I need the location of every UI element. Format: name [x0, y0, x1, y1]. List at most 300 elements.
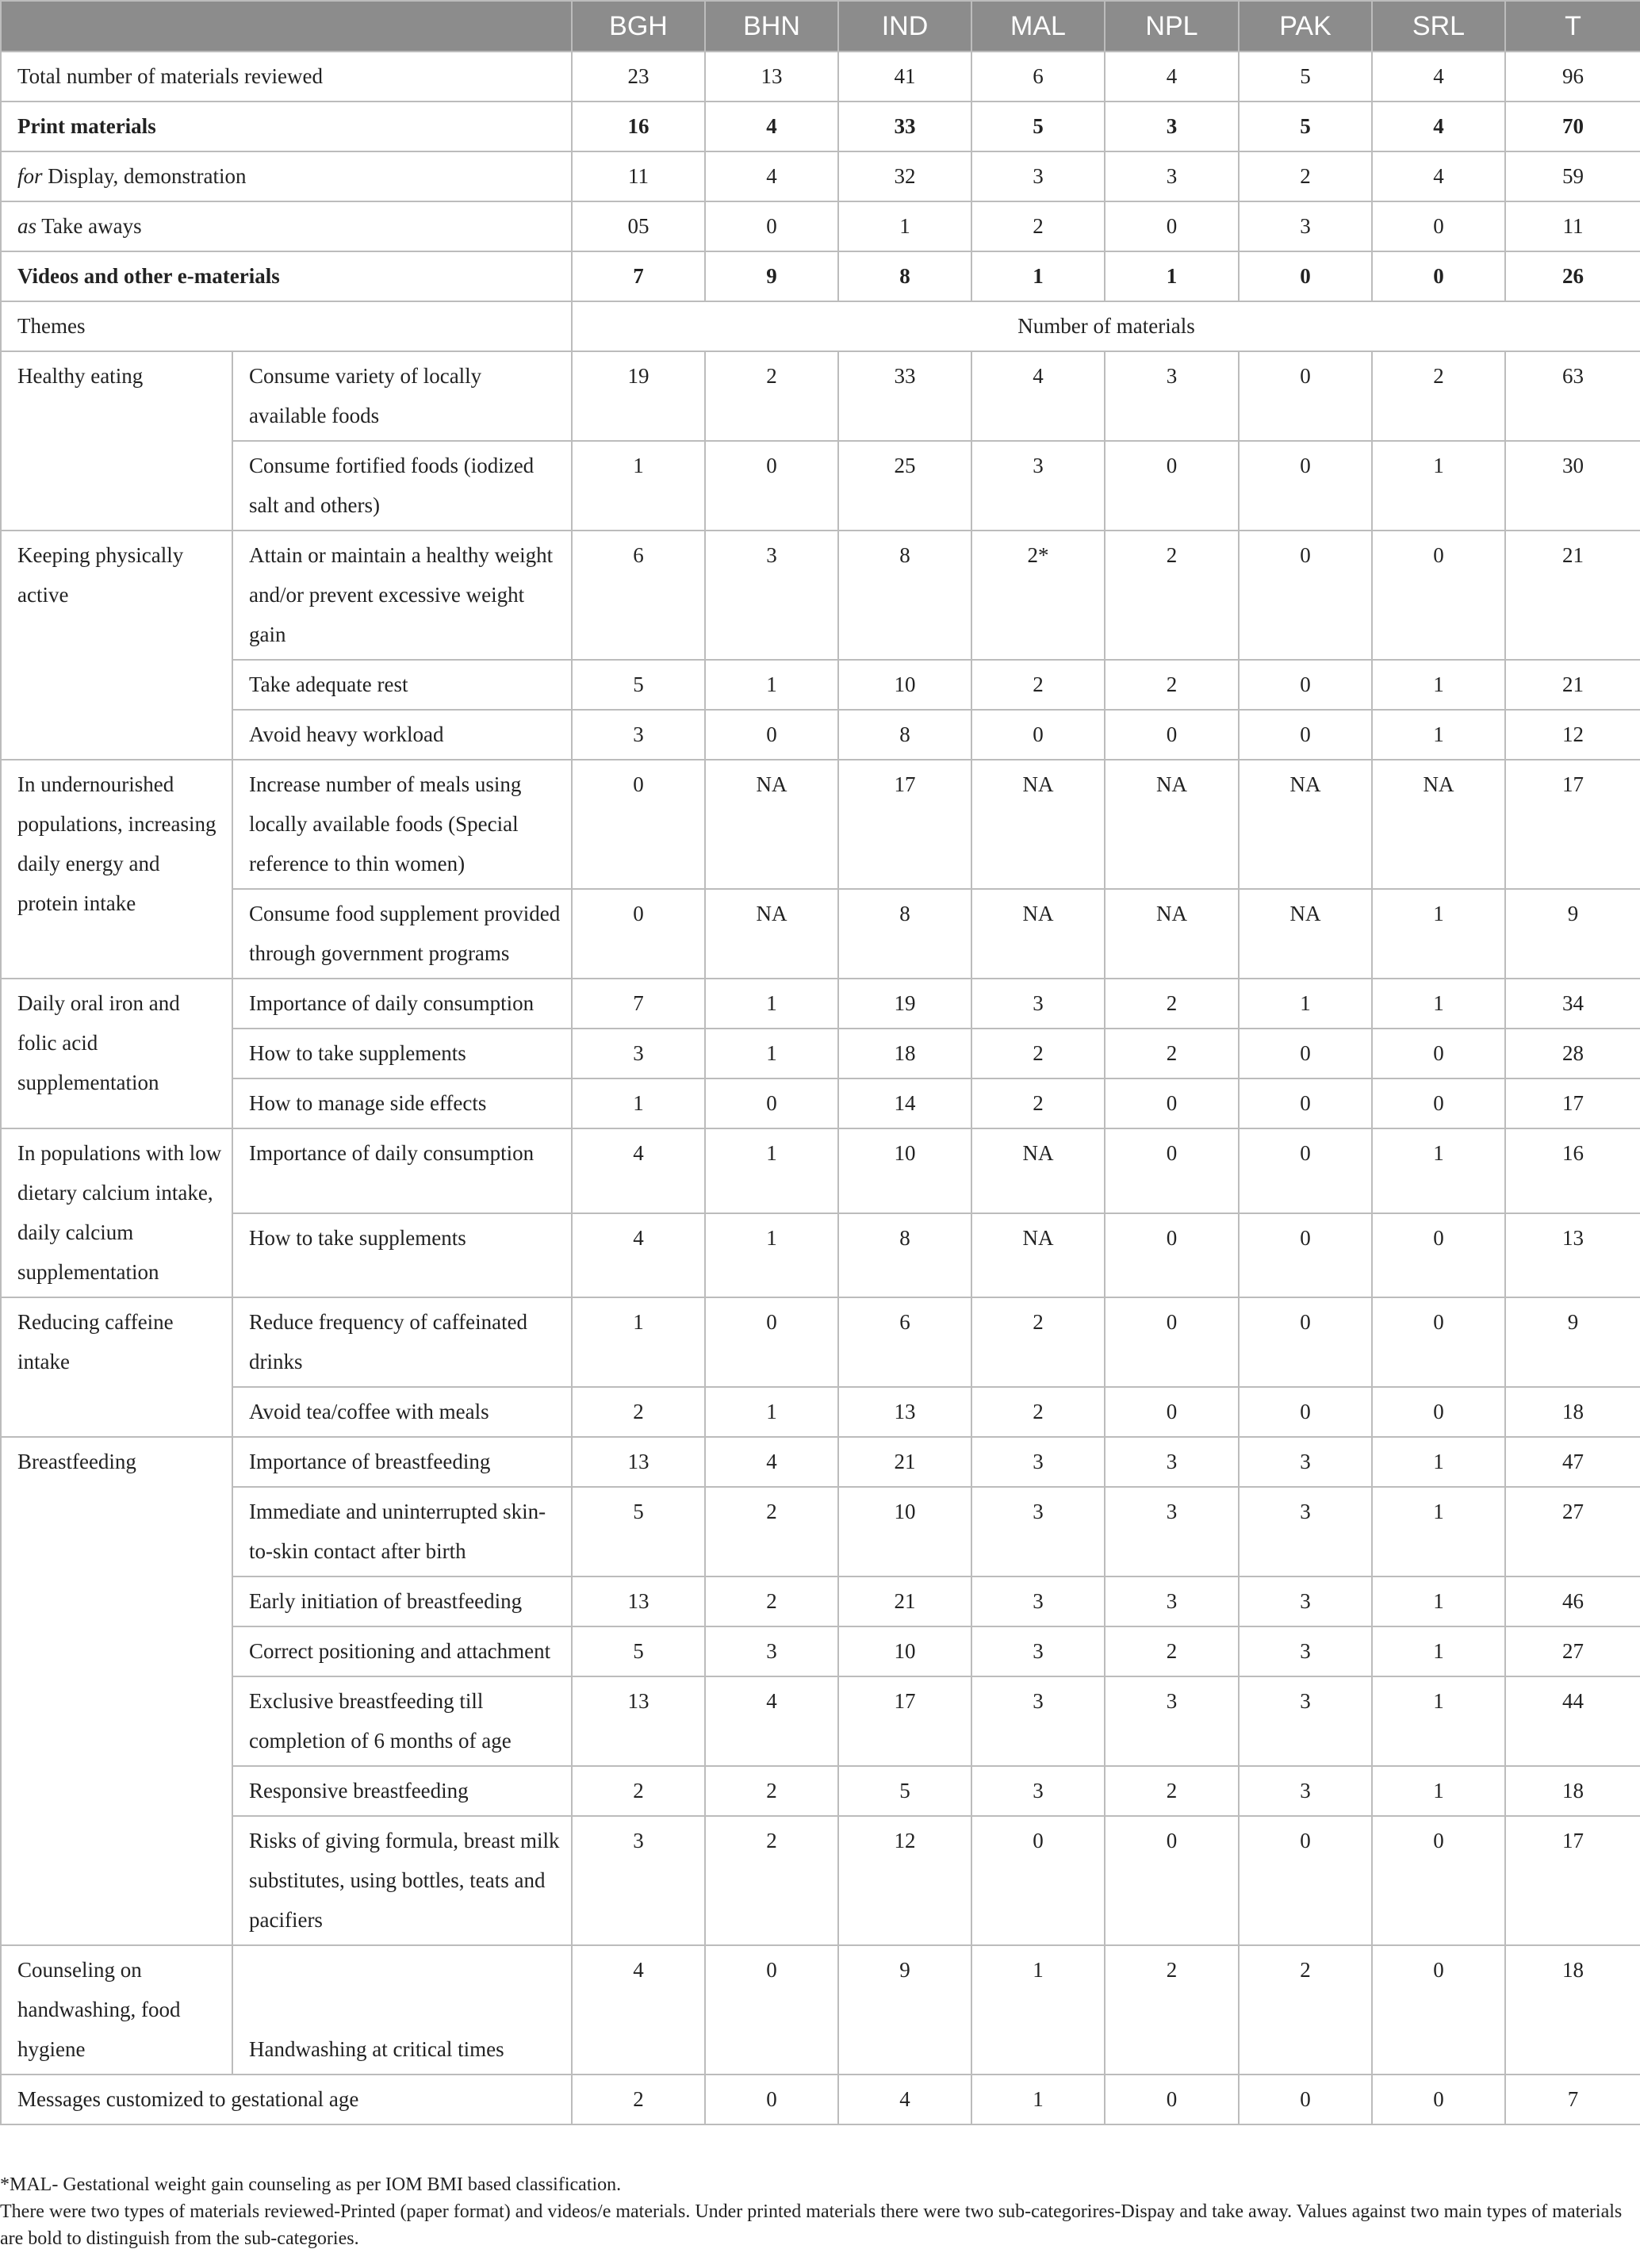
value-cell-mal: 3 [971, 1766, 1105, 1816]
theme-row [1, 1816, 1640, 1945]
value-cell-srl: 1 [1372, 1437, 1505, 1487]
value-cell-t: 30 [1505, 441, 1640, 531]
value-cell-mal: 2 [971, 1029, 1105, 1078]
value-cell-npl: 0 [1105, 1387, 1239, 1437]
value-cell-t: 9 [1505, 889, 1640, 979]
value-cell-pak: 3 [1239, 1576, 1372, 1626]
value-cell-bhn: 0 [705, 710, 838, 760]
value-cell-t: 63 [1505, 351, 1640, 441]
value-cell-bgh: 19 [572, 351, 705, 441]
theme-label: Healthy eating [1, 351, 232, 531]
value-cell-ind: 1 [838, 201, 971, 251]
message-label: Importance of daily consumption [232, 979, 572, 1029]
value-cell-mal: 3 [971, 151, 1105, 201]
value-cell-pak: 3 [1239, 1626, 1372, 1676]
value-cell-bgh: 4 [572, 1213, 705, 1298]
value-cell-srl: 1 [1372, 979, 1505, 1029]
value-cell-srl: 1 [1372, 1128, 1505, 1213]
message-label: Avoid heavy workload [232, 710, 572, 760]
value-cell-t: 13 [1505, 1213, 1640, 1298]
value-cell-pak: 0 [1239, 1029, 1372, 1078]
theme-row [1, 1437, 1640, 1487]
theme-row [1, 1945, 1640, 2075]
value-cell-pak: NA [1239, 889, 1372, 979]
value-cell-ind: 18 [838, 1029, 971, 1078]
value-cell-bgh: 1 [572, 1297, 705, 1387]
value-cell-ind: 33 [838, 102, 971, 151]
value-cell-bhn: 4 [705, 151, 838, 201]
value-cell-npl: 3 [1105, 1437, 1239, 1487]
value-cell-npl: 4 [1105, 52, 1239, 102]
value-cell-mal: 0 [971, 1816, 1105, 1945]
value-cell-srl: 1 [1372, 1626, 1505, 1676]
value-cell-pak: 3 [1239, 201, 1372, 251]
value-cell-srl: 0 [1372, 2075, 1505, 2124]
value-cell-t: 34 [1505, 979, 1640, 1029]
value-cell-bgh: 7 [572, 251, 705, 301]
value-cell-ind: 32 [838, 151, 971, 201]
value-cell-bhn: 0 [705, 1945, 838, 2075]
theme-row [1, 710, 1640, 760]
value-cell-t: 12 [1505, 710, 1640, 760]
value-cell-bhn: 3 [705, 531, 838, 660]
message-label: Avoid tea/coffee with meals [232, 1387, 572, 1437]
value-cell-npl: 1 [1105, 251, 1239, 301]
theme-row [1, 1213, 1640, 1298]
column-header-pak: PAK [1239, 1, 1372, 52]
value-cell-t: 26 [1505, 251, 1640, 301]
theme-row [1, 1128, 1640, 1213]
value-cell-mal: 2 [971, 660, 1105, 710]
row-label-prefix: as [17, 214, 37, 238]
themes-row [1, 301, 1640, 351]
message-label: Importance of breastfeeding [232, 1437, 572, 1487]
value-cell-ind: 33 [838, 351, 971, 441]
value-cell-mal: 3 [971, 979, 1105, 1029]
value-cell-t: 27 [1505, 1487, 1640, 1576]
summary-row [1, 52, 1640, 102]
value-cell-srl: 1 [1372, 1576, 1505, 1626]
value-cell-mal: 2 [971, 1078, 1105, 1128]
themes-label: Themes [1, 301, 572, 351]
theme-label: In undernourished populations, increasing daily energy and protein intake [1, 760, 232, 979]
message-label: Correct positioning and attachment [232, 1626, 572, 1676]
value-cell-mal: 3 [971, 1626, 1105, 1676]
value-cell-t: 96 [1505, 52, 1640, 102]
value-cell-bgh: 3 [572, 710, 705, 760]
value-cell-mal: 3 [971, 1576, 1105, 1626]
value-cell-bgh: 0 [572, 889, 705, 979]
value-cell-ind: 12 [838, 1816, 971, 1945]
value-cell-t: 21 [1505, 531, 1640, 660]
value-cell-mal: 2* [971, 531, 1105, 660]
value-cell-srl: 4 [1372, 151, 1505, 201]
value-cell-bhn: 9 [705, 251, 838, 301]
value-cell-bgh: 3 [572, 1816, 705, 1945]
value-cell-mal: 2 [971, 1297, 1105, 1387]
value-cell-srl: 0 [1372, 1078, 1505, 1128]
value-cell-bhn: 3 [705, 1626, 838, 1676]
value-cell-pak: 5 [1239, 52, 1372, 102]
footnote-material-types: There were two types of materials reviewed-Printed (paper format) and videos/e materials. Under printed materials there were two sub-categorires-Dispay and take away. Values against two main types of materials are bold to distinguish from the sub-categories. [0, 2201, 1623, 2249]
value-cell-pak: NA [1239, 760, 1372, 889]
summary-row [1, 251, 1640, 301]
theme-label: Reducing caffeine intake [1, 1297, 232, 1437]
value-cell-t: 18 [1505, 1387, 1640, 1437]
value-cell-ind: 8 [838, 531, 971, 660]
value-cell-ind: 21 [838, 1576, 971, 1626]
message-label: Consume variety of locally available foods [232, 351, 572, 441]
footnote-mal: *MAL- Gestational weight gain counseling as per IOM BMI based classification. [0, 2174, 622, 2195]
value-cell-npl: 0 [1105, 1213, 1239, 1298]
value-cell-srl: 1 [1372, 1676, 1505, 1766]
summary-row [1, 102, 1640, 151]
value-cell-srl: 0 [1372, 1213, 1505, 1298]
value-cell-t: 47 [1505, 1437, 1640, 1487]
message-label: Risks of giving formula, breast milk substitutes, using bottles, teats and pacifiers [232, 1816, 572, 1945]
value-cell-ind: 14 [838, 1078, 971, 1128]
row-label [1, 151, 572, 201]
value-cell-ind: 21 [838, 1437, 971, 1487]
value-cell-npl: 2 [1105, 1945, 1239, 2075]
value-cell-npl: 2 [1105, 1766, 1239, 1816]
value-cell-bhn: 0 [705, 201, 838, 251]
value-cell-bgh: 2 [572, 1387, 705, 1437]
value-cell-npl: 0 [1105, 201, 1239, 251]
value-cell-t: 46 [1505, 1576, 1640, 1626]
theme-row [1, 889, 1640, 979]
value-cell-bgh: 6 [572, 531, 705, 660]
value-cell-ind: 17 [838, 1676, 971, 1766]
value-cell-bhn: 1 [705, 1213, 838, 1298]
value-cell-ind: 5 [838, 1766, 971, 1816]
value-cell-npl: 3 [1105, 1487, 1239, 1576]
value-cell-srl: 1 [1372, 441, 1505, 531]
value-cell-bhn: 1 [705, 1029, 838, 1078]
value-cell-srl: 4 [1372, 52, 1505, 102]
value-cell-ind: 8 [838, 1213, 971, 1298]
value-cell-npl: 0 [1105, 1816, 1239, 1945]
value-cell-t: 28 [1505, 1029, 1640, 1078]
value-cell-bhn: 1 [705, 660, 838, 710]
value-cell-srl: 0 [1372, 1816, 1505, 1945]
value-cell-t: 11 [1505, 201, 1640, 251]
value-cell-t: 7 [1505, 2075, 1640, 2124]
value-cell-srl: 0 [1372, 201, 1505, 251]
value-cell-bgh: 1 [572, 441, 705, 531]
theme-row [1, 1029, 1640, 1078]
value-cell-srl: 4 [1372, 102, 1505, 151]
summary-row [1, 201, 1640, 251]
value-cell-t: 9 [1505, 1297, 1640, 1387]
value-cell-mal: 3 [971, 1676, 1105, 1766]
value-cell-t: 16 [1505, 1128, 1640, 1213]
value-cell-ind: 9 [838, 1945, 971, 2075]
value-cell-mal: 1 [971, 1945, 1105, 2075]
value-cell-mal: NA [971, 760, 1105, 889]
message-label: How to take supplements [232, 1213, 572, 1298]
value-cell-npl: 2 [1105, 1626, 1239, 1676]
value-cell-bhn: 13 [705, 52, 838, 102]
theme-row [1, 1487, 1640, 1576]
value-cell-ind: 6 [838, 1297, 971, 1387]
value-cell-bgh: 13 [572, 1576, 705, 1626]
value-cell-pak: 0 [1239, 251, 1372, 301]
value-cell-pak: 0 [1239, 1078, 1372, 1128]
message-label: Importance of daily consumption [232, 1128, 572, 1213]
column-header-mal: MAL [971, 1, 1105, 52]
number-of-materials-label: Number of materials [572, 301, 1640, 351]
row-label [1, 52, 572, 102]
value-cell-bhn: 2 [705, 1487, 838, 1576]
value-cell-pak: 0 [1239, 531, 1372, 660]
value-cell-npl: 2 [1105, 979, 1239, 1029]
message-label: Consume fortified foods (iodized salt and others) [232, 441, 572, 531]
message-label: Take adequate rest [232, 660, 572, 710]
value-cell-bhn: 0 [705, 1297, 838, 1387]
value-cell-srl: 0 [1372, 1387, 1505, 1437]
value-cell-srl: 1 [1372, 1487, 1505, 1576]
column-header-bgh: BGH [572, 1, 705, 52]
value-cell-pak: 1 [1239, 979, 1372, 1029]
value-cell-mal: 5 [971, 102, 1105, 151]
value-cell-ind: 25 [838, 441, 971, 531]
value-cell-bgh: 2 [572, 2075, 705, 2124]
value-cell-ind: 10 [838, 660, 971, 710]
row-label [1, 102, 572, 151]
value-cell-npl: 3 [1105, 351, 1239, 441]
value-cell-t: 70 [1505, 102, 1640, 151]
value-cell-bgh: 1 [572, 1078, 705, 1128]
value-cell-ind: 13 [838, 1387, 971, 1437]
table-footnotes [0, 2171, 1640, 2252]
value-cell-bhn: 4 [705, 1437, 838, 1487]
theme-row [1, 1297, 1640, 1387]
value-cell-t: 18 [1505, 1766, 1640, 1816]
row-label-text: Videos and other e-materials [17, 264, 280, 288]
value-cell-npl: 0 [1105, 710, 1239, 760]
theme-row [1, 1676, 1640, 1766]
value-cell-mal: NA [971, 889, 1105, 979]
value-cell-bhn: 1 [705, 979, 838, 1029]
value-cell-pak: 0 [1239, 441, 1372, 531]
column-header-npl: NPL [1105, 1, 1239, 52]
value-cell-npl: 3 [1105, 151, 1239, 201]
value-cell-srl: 0 [1372, 1945, 1505, 2075]
theme-label: Daily oral iron and folic acid supplementation [1, 979, 232, 1128]
value-cell-ind: 4 [838, 2075, 971, 2124]
value-cell-bgh: 11 [572, 151, 705, 201]
value-cell-bgh: 5 [572, 1487, 705, 1576]
value-cell-npl: 0 [1105, 1078, 1239, 1128]
value-cell-srl: 0 [1372, 251, 1505, 301]
value-cell-srl: 1 [1372, 710, 1505, 760]
value-cell-bhn: 1 [705, 1387, 838, 1437]
row-label: Messages customized to gestational age [1, 2075, 572, 2124]
value-cell-bgh: 2 [572, 1766, 705, 1816]
value-cell-pak: 0 [1239, 710, 1372, 760]
header-blank-cell [1, 1, 572, 52]
column-header-bhn: BHN [705, 1, 838, 52]
value-cell-t: 17 [1505, 1816, 1640, 1945]
value-cell-bgh: 16 [572, 102, 705, 151]
message-label: Exclusive breastfeeding till completion of 6 months of age [232, 1676, 572, 1766]
row-label-text: Total number of materials reviewed [17, 64, 323, 88]
theme-row [1, 351, 1640, 441]
value-cell-srl: 1 [1372, 889, 1505, 979]
theme-row [1, 531, 1640, 660]
row-label-text: Display, demonstration [42, 164, 247, 188]
theme-row [1, 441, 1640, 531]
row-label-prefix: for [17, 164, 43, 188]
message-label: Consume food supplement provided through government programs [232, 889, 572, 979]
message-label: Early initiation of breastfeeding [232, 1576, 572, 1626]
value-cell-ind: 10 [838, 1487, 971, 1576]
value-cell-pak: 0 [1239, 1297, 1372, 1387]
value-cell-npl: 0 [1105, 2075, 1239, 2124]
value-cell-mal: 2 [971, 1387, 1105, 1437]
value-cell-srl: NA [1372, 760, 1505, 889]
value-cell-bgh: 4 [572, 1128, 705, 1213]
value-cell-bgh: 3 [572, 1029, 705, 1078]
value-cell-t: 44 [1505, 1676, 1640, 1766]
value-cell-ind: 41 [838, 52, 971, 102]
value-cell-npl: 2 [1105, 531, 1239, 660]
theme-label: In populations with low dietary calcium intake, daily calcium supplementation [1, 1128, 232, 1297]
value-cell-t: 18 [1505, 1945, 1640, 2075]
value-cell-bgh: 7 [572, 979, 705, 1029]
value-cell-srl: 1 [1372, 660, 1505, 710]
theme-row [1, 1387, 1640, 1437]
value-cell-pak: 0 [1239, 2075, 1372, 2124]
value-cell-pak: 0 [1239, 1816, 1372, 1945]
value-cell-pak: 2 [1239, 1945, 1372, 2075]
row-label [1, 201, 572, 251]
theme-row [1, 760, 1640, 889]
value-cell-ind: 8 [838, 889, 971, 979]
value-cell-srl: 1 [1372, 1766, 1505, 1816]
header-row [1, 1, 1640, 52]
value-cell-npl: 0 [1105, 1297, 1239, 1387]
value-cell-bhn: 0 [705, 2075, 838, 2124]
message-label: Immediate and uninterrupted skin-to-skin contact after birth [232, 1487, 572, 1576]
value-cell-pak: 0 [1239, 1213, 1372, 1298]
row-label-text: Print materials [17, 114, 156, 138]
value-cell-bhn: 0 [705, 441, 838, 531]
value-cell-ind: 10 [838, 1128, 971, 1213]
value-cell-t: 21 [1505, 660, 1640, 710]
value-cell-t: 59 [1505, 151, 1640, 201]
value-cell-t: 17 [1505, 1078, 1640, 1128]
value-cell-bhn: 2 [705, 351, 838, 441]
value-cell-srl: 0 [1372, 1297, 1505, 1387]
value-cell-npl: 3 [1105, 1576, 1239, 1626]
value-cell-mal: 3 [971, 441, 1105, 531]
value-cell-bgh: 5 [572, 660, 705, 710]
theme-row [1, 660, 1640, 710]
value-cell-bgh: 13 [572, 1676, 705, 1766]
value-cell-npl: 2 [1105, 1029, 1239, 1078]
value-cell-pak: 3 [1239, 1437, 1372, 1487]
value-cell-pak: 5 [1239, 102, 1372, 151]
theme-row [1, 1576, 1640, 1626]
message-label: How to manage side effects [232, 1078, 572, 1128]
value-cell-pak: 0 [1239, 351, 1372, 441]
value-cell-bhn: 0 [705, 1078, 838, 1128]
value-cell-mal: 2 [971, 201, 1105, 251]
row-label [1, 251, 572, 301]
column-header-ind: IND [838, 1, 971, 52]
message-label: Handwashing at critical times [232, 1945, 572, 2075]
value-cell-bhn: 2 [705, 1816, 838, 1945]
value-cell-bgh: 0 [572, 760, 705, 889]
value-cell-bhn: NA [705, 760, 838, 889]
value-cell-pak: 3 [1239, 1487, 1372, 1576]
value-cell-pak: 0 [1239, 1387, 1372, 1437]
value-cell-bhn: 2 [705, 1576, 838, 1626]
value-cell-npl: 3 [1105, 102, 1239, 151]
value-cell-ind: 8 [838, 710, 971, 760]
row-label-text: Take aways [36, 214, 142, 238]
theme-label: Breastfeeding [1, 1437, 232, 1945]
value-cell-srl: 0 [1372, 1029, 1505, 1078]
value-cell-t: 17 [1505, 760, 1640, 889]
column-header-srl: SRL [1372, 1, 1505, 52]
value-cell-mal: NA [971, 1128, 1105, 1213]
theme-row [1, 979, 1640, 1029]
value-cell-pak: 3 [1239, 1766, 1372, 1816]
value-cell-bhn: 1 [705, 1128, 838, 1213]
theme-label: Keeping physically active [1, 531, 232, 760]
value-cell-mal: 0 [971, 710, 1105, 760]
value-cell-ind: 17 [838, 760, 971, 889]
value-cell-bgh: 5 [572, 1626, 705, 1676]
theme-label: Counseling on handwashing, food hygiene [1, 1945, 232, 2075]
value-cell-bgh: 4 [572, 1945, 705, 2075]
summary-row [1, 151, 1640, 201]
value-cell-mal: 4 [971, 351, 1105, 441]
value-cell-mal: 1 [971, 2075, 1105, 2124]
theme-row [1, 1078, 1640, 1128]
message-label: Responsive breastfeeding [232, 1766, 572, 1816]
value-cell-bhn: NA [705, 889, 838, 979]
value-cell-npl: 0 [1105, 441, 1239, 531]
value-cell-t: 27 [1505, 1626, 1640, 1676]
value-cell-srl: 2 [1372, 351, 1505, 441]
message-label: How to take supplements [232, 1029, 572, 1078]
value-cell-bgh: 13 [572, 1437, 705, 1487]
value-cell-bgh: 23 [572, 52, 705, 102]
value-cell-bhn: 4 [705, 1676, 838, 1766]
value-cell-mal: 1 [971, 251, 1105, 301]
value-cell-mal: NA [971, 1213, 1105, 1298]
theme-row [1, 1766, 1640, 1816]
value-cell-pak: 2 [1239, 151, 1372, 201]
value-cell-ind: 10 [838, 1626, 971, 1676]
theme-row [1, 1626, 1640, 1676]
value-cell-bhn: 2 [705, 1766, 838, 1816]
value-cell-pak: 3 [1239, 1676, 1372, 1766]
value-cell-npl: 2 [1105, 660, 1239, 710]
value-cell-mal: 3 [971, 1437, 1105, 1487]
value-cell-mal: 3 [971, 1487, 1105, 1576]
value-cell-mal: 6 [971, 52, 1105, 102]
value-cell-srl: 0 [1372, 531, 1505, 660]
value-cell-npl: 0 [1105, 1128, 1239, 1213]
message-label: Attain or maintain a healthy weight and/or prevent excessive weight gain [232, 531, 572, 660]
value-cell-bgh: 05 [572, 201, 705, 251]
column-header-t: T [1505, 1, 1640, 52]
